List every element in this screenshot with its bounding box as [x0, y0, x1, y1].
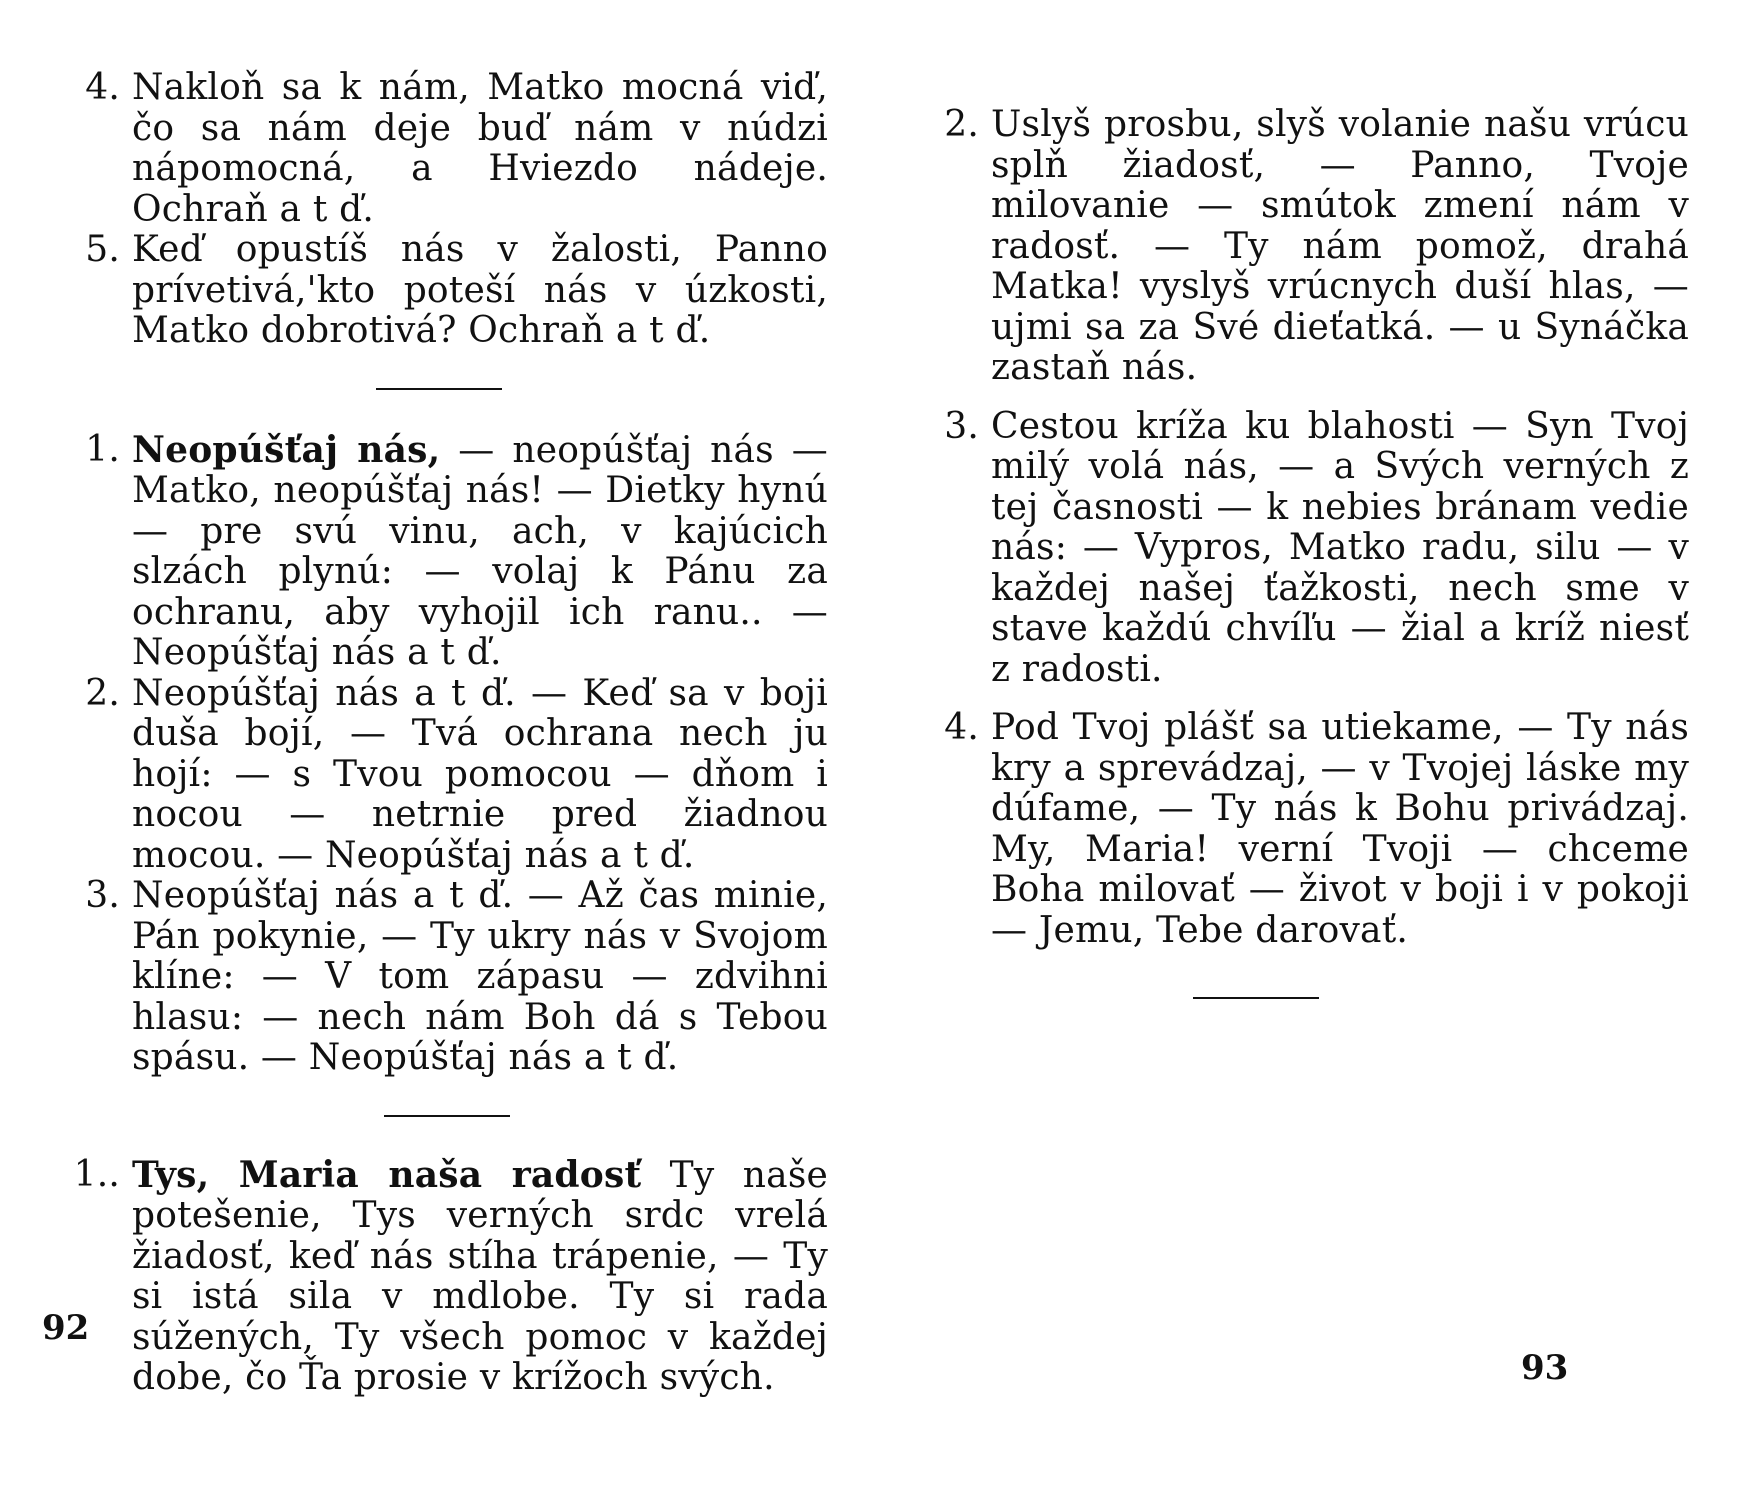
verse-text: Keď opustíš nás v žalosti, Panno prívetivá,'kto poteší nás v úzkosti, Matko dobrotivá? Ochraň a t ď. — [132, 229, 828, 351]
verse-number: 2. — [85, 672, 120, 714]
page-number: 93 — [1521, 1348, 1569, 1388]
section-divider — [1193, 997, 1319, 999]
verse — [68, 430, 828, 674]
hymn-title: Tys, Maria naša radosť — [132, 1153, 642, 1196]
verse-body: — neopúšťaj nás — Matko, neopúšťaj nás! — Dietky hynú — pre svú vinu, ach, v kajúcich slzách plynú: — volaj k Pánu za ochranu, aby vyhojil ich ranu.. — Neopúšťaj nás a t ď. — [132, 429, 828, 673]
hymn-title: Neopúšťaj nás, — [132, 428, 441, 471]
verse-number: 1. — [85, 428, 120, 470]
verse-text: Pod Tvoj plášť sa utiekame, — Ty nás kry a sprevádzaj, — v Tvojej láske my dúfame, — Ty nás k Bohu privádzaj. My, Maria! verní Tvoji — chceme Boha milovať — život v boji i v pokoji — Jemu, Tebe darovať. — [991, 707, 1689, 951]
verse — [68, 68, 828, 230]
verse-text: Nakloň sa k nám, Matko mocná viď, čo sa nám deje buď nám v núdzi nápomocná, a Hviezdo nádeje. Ochraň a t ď. — [132, 67, 828, 230]
spacer — [927, 389, 1689, 407]
verse-number: 5. — [85, 229, 120, 270]
section-divider — [376, 388, 502, 390]
verse — [68, 1155, 828, 1399]
verse — [68, 876, 828, 1079]
right-page — [871, 0, 1742, 1500]
verse-number: 4. — [944, 707, 979, 748]
spacer — [927, 690, 1689, 708]
verse-number: 4. — [85, 67, 120, 108]
verse-number: 2. — [944, 104, 979, 145]
right-column — [927, 105, 1689, 1035]
verse-text — [132, 430, 828, 674]
verse-text: Neopúšťaj nás a t ď. — Až čas minie, Pán pokynie, — Ty ukry nás v Svojom klíne: — V tom zápasu — zdvihni hlasu: — nech nám Boh dá s Tebou spásu. — Neopúšťaj nás a t ď. — [132, 875, 828, 1078]
verse-number: 3. — [944, 405, 979, 447]
verse-text: Cestou kríža ku blahosti — Syn Tvoj milý volá nás, — a Svých verných z tej časnosti — k nebies bránam vedie nás: — Vypros, Matko radu, silu — v každej našej ťažkosti, nech sme v stave každú chvíľu — žial a kríž niesť z radosti. — [991, 405, 1689, 690]
verse-number: 1.. — [73, 1153, 120, 1195]
verse — [927, 105, 1689, 389]
verse — [927, 407, 1689, 691]
verse-number: 3. — [85, 875, 120, 916]
verse-body: Ty naše potešenie, Tys verných srdc vrelá žiadosť, keď nás stíha trápenie, — Ty si istá sila v mdlobe. Ty si rada súžených, Ty všech pomoc v každej dobe, čo Ťa prosie v krížoch svých. — [132, 1154, 829, 1398]
verse — [927, 708, 1689, 951]
verse-text: Uslyš prosbu, slyš volanie našu vrúcu splň žiadosť, — Panno, Tvoje milovanie — smútok zmení nám v radosť. — Ty nám pomož, drahá Matka! vyslyš vrúcnych duší hlas, — ujmi sa za Své dieťatká. — u Synáčka zastaň nás. — [991, 104, 1689, 388]
verse — [68, 674, 828, 877]
left-column — [68, 68, 828, 1399]
page-number: 92 — [42, 1308, 90, 1348]
verse-text: Neopúšťaj nás a t ď. — Keď sa v boji duša bojí, — Tvá ochrana nech ju hojí: — s Tvou pomocou — dňom i nocou — netrnie pred žiadnou mocou. — Neopúšťaj nás a t ď. — [132, 672, 828, 876]
section-divider — [384, 1115, 510, 1117]
verse-text — [132, 1155, 828, 1399]
verse — [68, 230, 828, 352]
